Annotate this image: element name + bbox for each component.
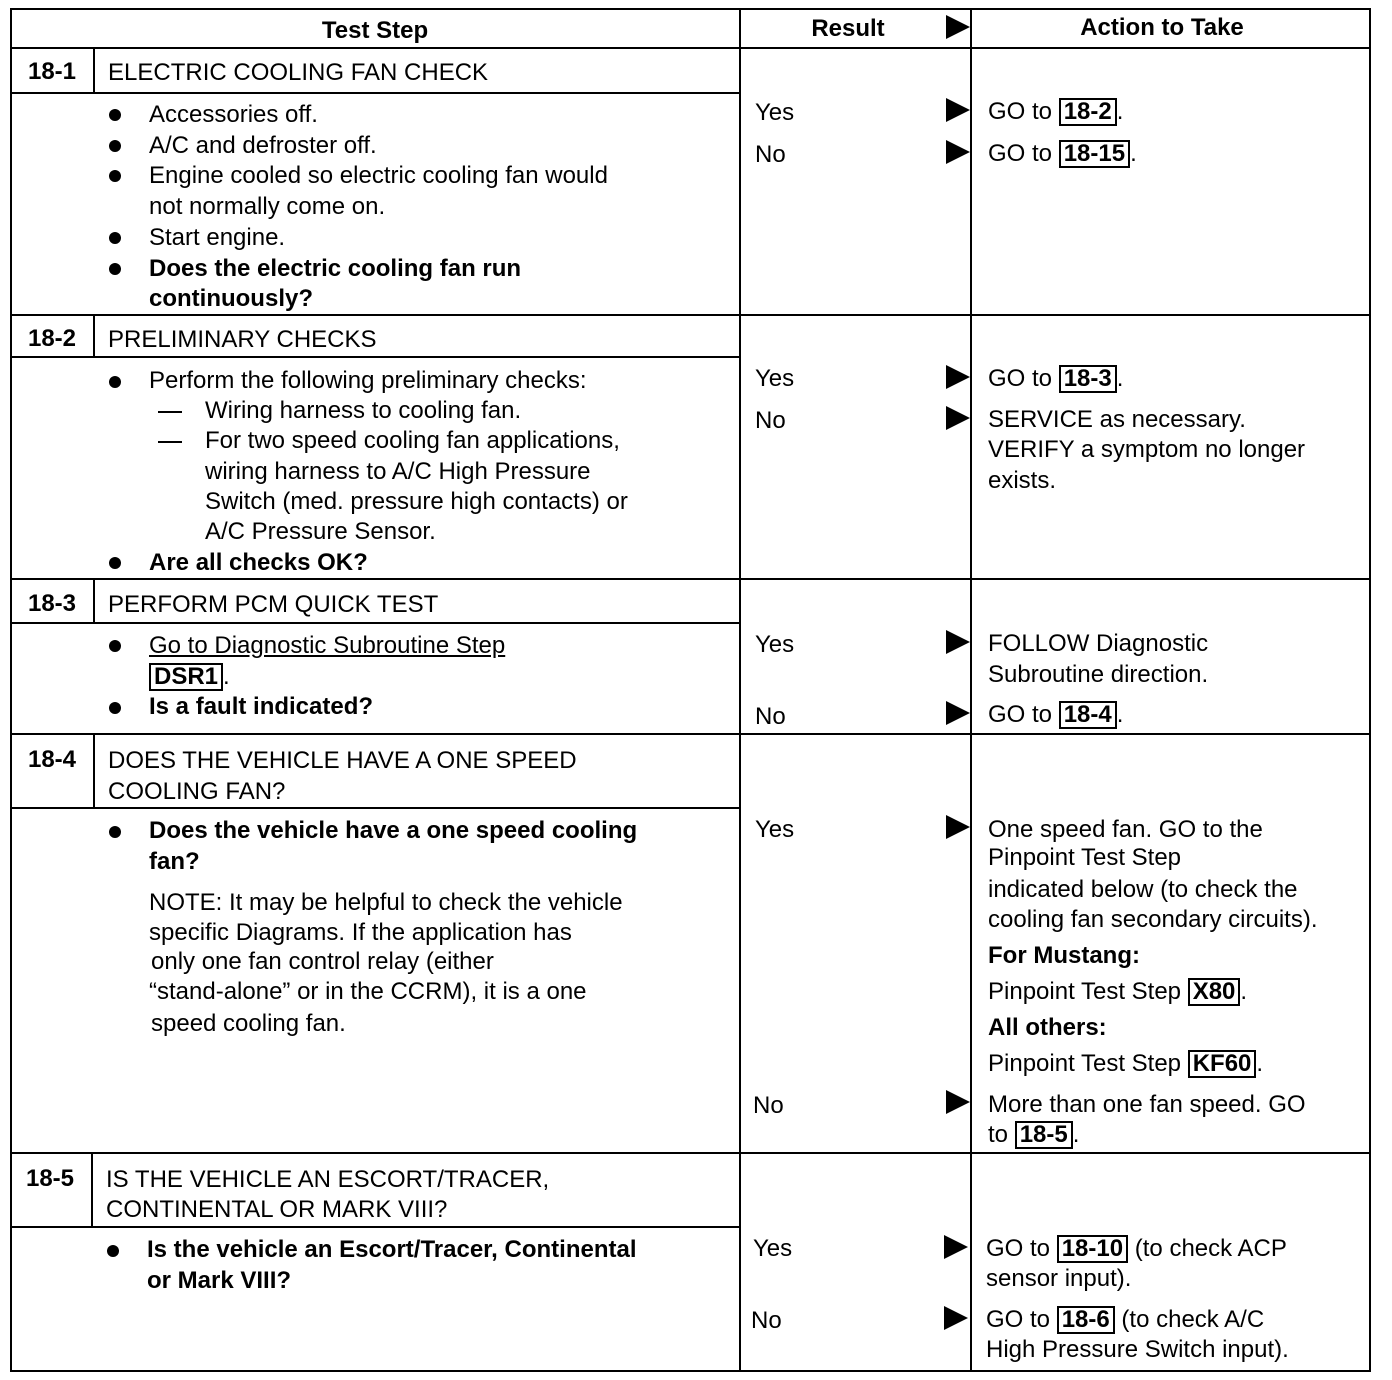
- result-yes: Yes: [755, 631, 795, 658]
- bullet-question: Is the vehicle an Escort/Tracer, Continental: [147, 1236, 637, 1263]
- bullet-icon: [109, 232, 121, 244]
- result-no: No: [751, 1307, 782, 1334]
- step-divider: [10, 578, 1371, 580]
- header-action: Action to Take: [1080, 14, 1244, 41]
- note-text: NOTE: It may be helpful to check the vehicle: [149, 889, 623, 916]
- bullet-icon: [107, 1245, 119, 1257]
- step-reference-link[interactable]: 18-5: [1015, 1121, 1073, 1149]
- action-yes-text: cooling fan secondary circuits).: [988, 906, 1318, 933]
- result-no: No: [755, 407, 786, 434]
- arrow-icon: [946, 1090, 970, 1114]
- bullet-icon: [109, 826, 121, 838]
- step-divider: [10, 314, 1371, 316]
- bullet-reference: DSR1 .: [149, 662, 230, 692]
- step-divider: [10, 1152, 1371, 1154]
- action-no: to 18-5 .: [988, 1121, 1080, 1148]
- step-number: 18-3: [27, 590, 77, 617]
- action-column-left-border: [970, 8, 972, 1372]
- step-number: 18-2: [27, 325, 77, 352]
- sub-item-text: Wiring harness to cooling fan.: [205, 397, 522, 424]
- table-right-border: [1369, 8, 1371, 1372]
- result-column-left-border: [739, 8, 741, 1372]
- table-bottom-border: [10, 1370, 1371, 1372]
- bullet-text: Start engine.: [149, 224, 286, 251]
- action-yes-text: sensor input).: [986, 1265, 1132, 1292]
- dash-icon: [158, 441, 182, 443]
- step-divider: [10, 733, 1371, 735]
- bullet-icon: [109, 557, 121, 569]
- step-title-underline: [10, 1226, 741, 1228]
- arrow-icon: [946, 630, 970, 654]
- action-go-text: GO to: [988, 701, 1053, 728]
- note-text: speed cooling fan.: [151, 1010, 346, 1037]
- table-top-border: [10, 8, 1371, 10]
- bullet-question: Does the vehicle have a one speed cooling: [149, 817, 638, 844]
- action-no: GO to 18-15 .: [988, 140, 1137, 167]
- pinpoint-text: Pinpoint Test Step: [988, 1050, 1182, 1077]
- header-bottom-border: [10, 47, 1371, 49]
- bullet-question: Does the electric cooling fan run: [149, 255, 522, 282]
- arrow-icon: [946, 140, 970, 164]
- action-no: GO to 18-4 .: [988, 701, 1124, 728]
- action-no: [986, 1305, 1264, 1335]
- step-title: CONTINENTAL OR MARK VIII?: [106, 1196, 448, 1223]
- step-title-underline: [10, 356, 741, 358]
- step-number: 18-1: [27, 58, 77, 85]
- sub-item-text: Switch (med. pressure high contacts) or: [205, 488, 628, 515]
- bullet-icon: [109, 702, 121, 714]
- sub-item-text: A/C Pressure Sensor.: [205, 518, 436, 545]
- mustang-action: Pinpoint Test Step X80 .: [988, 978, 1248, 1005]
- step-title-underline: [10, 92, 741, 94]
- note-text: only one fan control relay (either: [151, 948, 494, 975]
- action-go-text: GO to: [988, 140, 1053, 167]
- step-title: COOLING FAN?: [108, 778, 286, 805]
- pinpoint-text: Pinpoint Test Step: [988, 978, 1182, 1005]
- action-yes-text: Pinpoint Test Step: [988, 844, 1182, 871]
- action-yes-text: Subroutine direction.: [988, 661, 1209, 688]
- bullet-text: Go to Diagnostic Subroutine Step: [149, 632, 506, 659]
- dash-icon: [158, 411, 182, 413]
- bullet-icon: [109, 140, 121, 152]
- bullet-question: continuously?: [149, 285, 313, 312]
- bullet-icon: [109, 376, 121, 388]
- bullet-question: Is a fault indicated?: [149, 693, 374, 720]
- step-reference-link[interactable]: 18-4: [1059, 701, 1117, 729]
- step-number: 18-5: [25, 1165, 75, 1192]
- bullet-icon: [109, 640, 121, 652]
- dsr1-reference-link[interactable]: DSR1: [149, 663, 223, 691]
- action-yes: GO to 18-3 .: [988, 365, 1124, 392]
- action-go-text: GO to: [988, 98, 1053, 125]
- bullet-text: Engine cooled so electric cooling fan would: [149, 162, 608, 189]
- step-title: PRELIMINARY CHECKS: [108, 326, 377, 353]
- action-no-text: More than one fan speed. GO: [988, 1091, 1306, 1118]
- action-yes: [986, 1234, 1287, 1264]
- bullet-icon: [109, 263, 121, 275]
- result-yes: Yes: [755, 816, 795, 843]
- action-yes-text: indicated below (to check the: [988, 876, 1298, 903]
- step-title-underline: [10, 622, 741, 624]
- bullet-question: fan?: [149, 848, 200, 875]
- action-go-text: GO to: [988, 365, 1053, 392]
- action-yes-text: One speed fan. GO to the: [988, 816, 1263, 843]
- step-title: PERFORM PCM QUICK TEST: [108, 591, 439, 618]
- header-test-step: Test Step: [321, 17, 429, 44]
- result-yes: Yes: [755, 365, 795, 392]
- action-go-text: GO to: [986, 1306, 1051, 1333]
- arrow-icon: [944, 1235, 968, 1259]
- arrow-icon: [946, 365, 970, 389]
- arrow-icon: [946, 701, 970, 725]
- action-no-text: SERVICE as necessary.: [988, 406, 1246, 433]
- others-action: Pinpoint Test Step KF60 .: [988, 1050, 1264, 1077]
- result-yes: Yes: [753, 1235, 793, 1262]
- bullet-icon: [109, 109, 121, 121]
- arrow-icon: [946, 406, 970, 430]
- bullet-question: Are all checks OK?: [149, 549, 368, 576]
- arrow-icon: [946, 815, 970, 839]
- action-go-text: GO to: [986, 1235, 1051, 1262]
- step-reference-link[interactable]: 18-3: [1059, 365, 1117, 393]
- step-reference-link[interactable]: 18-15: [1059, 140, 1130, 168]
- action-no-text: exists.: [988, 467, 1057, 494]
- arrow-icon: [944, 1306, 968, 1330]
- result-no: No: [755, 703, 786, 730]
- step-title: IS THE VEHICLE AN ESCORT/TRACER,: [106, 1166, 550, 1193]
- bullet-text: A/C and defroster off.: [149, 132, 377, 159]
- result-no: No: [753, 1092, 784, 1119]
- result-yes: Yes: [755, 99, 795, 126]
- kf60-reference-link[interactable]: KF60: [1188, 1050, 1257, 1078]
- step-title-underline: [10, 807, 741, 809]
- bullet-text: Perform the following preliminary checks:: [149, 367, 587, 394]
- bullet-text: not normally come on.: [149, 193, 386, 220]
- header-result: Result: [811, 15, 885, 42]
- action-yes: GO to 18-2 .: [988, 98, 1124, 125]
- action-no-tail: (to check A/C: [1121, 1306, 1265, 1333]
- action-no-text: High Pressure Switch input).: [986, 1336, 1289, 1363]
- sub-item-text: wiring harness to A/C High Pressure: [205, 458, 591, 485]
- header-arrow-icon: [946, 15, 970, 39]
- step-reference-link[interactable]: 18-10: [1057, 1235, 1128, 1263]
- step-title: ELECTRIC COOLING FAN CHECK: [108, 59, 489, 86]
- sub-item-text: For two speed cooling fan applications,: [205, 427, 620, 454]
- note-text: “stand-alone” or in the CCRM), it is a one: [149, 978, 587, 1005]
- action-no-text: to: [988, 1121, 1009, 1148]
- others-label: All others:: [988, 1014, 1107, 1041]
- arrow-icon: [946, 98, 970, 122]
- step-title: DOES THE VEHICLE HAVE A ONE SPEED: [108, 747, 577, 774]
- result-no: No: [755, 141, 786, 168]
- action-yes-text: FOLLOW Diagnostic: [988, 630, 1209, 657]
- step-number: 18-4: [27, 746, 77, 773]
- note-text: specific Diagrams. If the application has: [149, 919, 572, 946]
- bullet-question: or Mark VIII?: [147, 1267, 292, 1294]
- step-reference-link[interactable]: 18-6: [1057, 1306, 1115, 1334]
- bullet-icon: [109, 170, 121, 182]
- x80-reference-link[interactable]: X80: [1188, 978, 1241, 1006]
- bullet-text: Accessories off.: [149, 101, 318, 128]
- action-no-text: VERIFY a symptom no longer: [988, 436, 1306, 463]
- action-yes-tail: (to check ACP: [1134, 1235, 1287, 1262]
- mustang-label: For Mustang:: [988, 942, 1140, 969]
- step-reference-link[interactable]: 18-2: [1059, 98, 1117, 126]
